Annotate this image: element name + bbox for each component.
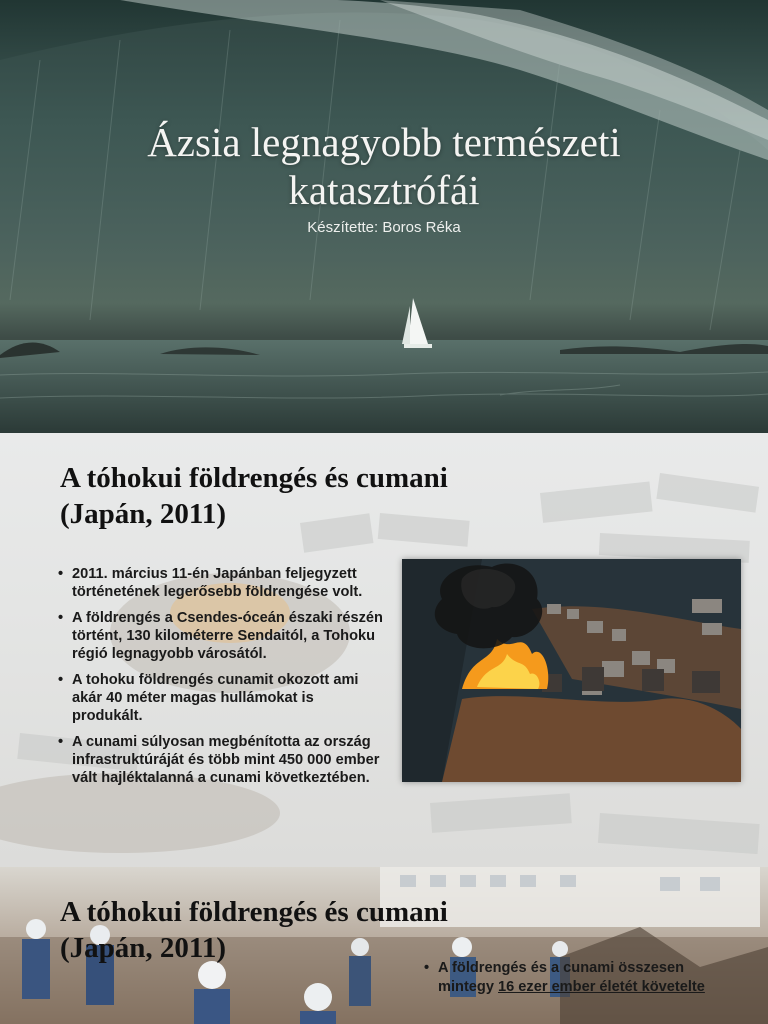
bullet-item: • A földrengés a Csendes-óceán északi részén történt, 130 kilométerre Sendaitól, a Tohoku régió legnagyobb városától. [58,609,388,663]
presentation-title [0,118,768,214]
tsunami-wave-illustration [0,0,768,433]
bullet-list [424,959,724,997]
title-line-1: Ázsia legnagyobb természeti [147,119,621,165]
title-line-2: katasztrófái [288,167,480,213]
bullet-item: • A tohoku földrengés cunamit okozott ami akár 40 méter magas hullámokat is produkált. [58,671,388,725]
content-slide-tohoku [0,433,768,867]
slide-title-line-2: (Japán, 2011) [60,498,226,530]
slide-title-line-1: A tóhokui földrengés és cumani [60,896,448,928]
bullet-text: A földrengés és a cunami összesen mintegy [438,960,685,995]
slide-title [60,894,448,966]
bullet-item: • A cunami súlyosan megbénította az ország infrastruktúráját és több mint 450 000 ember vált hajléktalanná a cunami következtében. [58,733,388,787]
underlined-casualty-count: 16 ezer ember életét követelte [498,979,705,995]
slide-title [60,460,448,532]
burning-houses-photo [402,559,741,782]
slide-title-line-2: (Japán, 2011) [60,932,226,964]
bullet-item [424,959,724,997]
bullet-item: • 2011. március 11-én Japánban feljegyzett történetének legerősebb földrengése volt. [58,565,388,601]
author-subtitle: Készítette: Boros Réka [307,219,461,236]
bullet-list [58,565,388,795]
slide-title-line-1: A tóhokui földrengés és cumani [60,462,448,494]
content-slide-casualties [0,867,768,1024]
title-slide [0,0,768,433]
